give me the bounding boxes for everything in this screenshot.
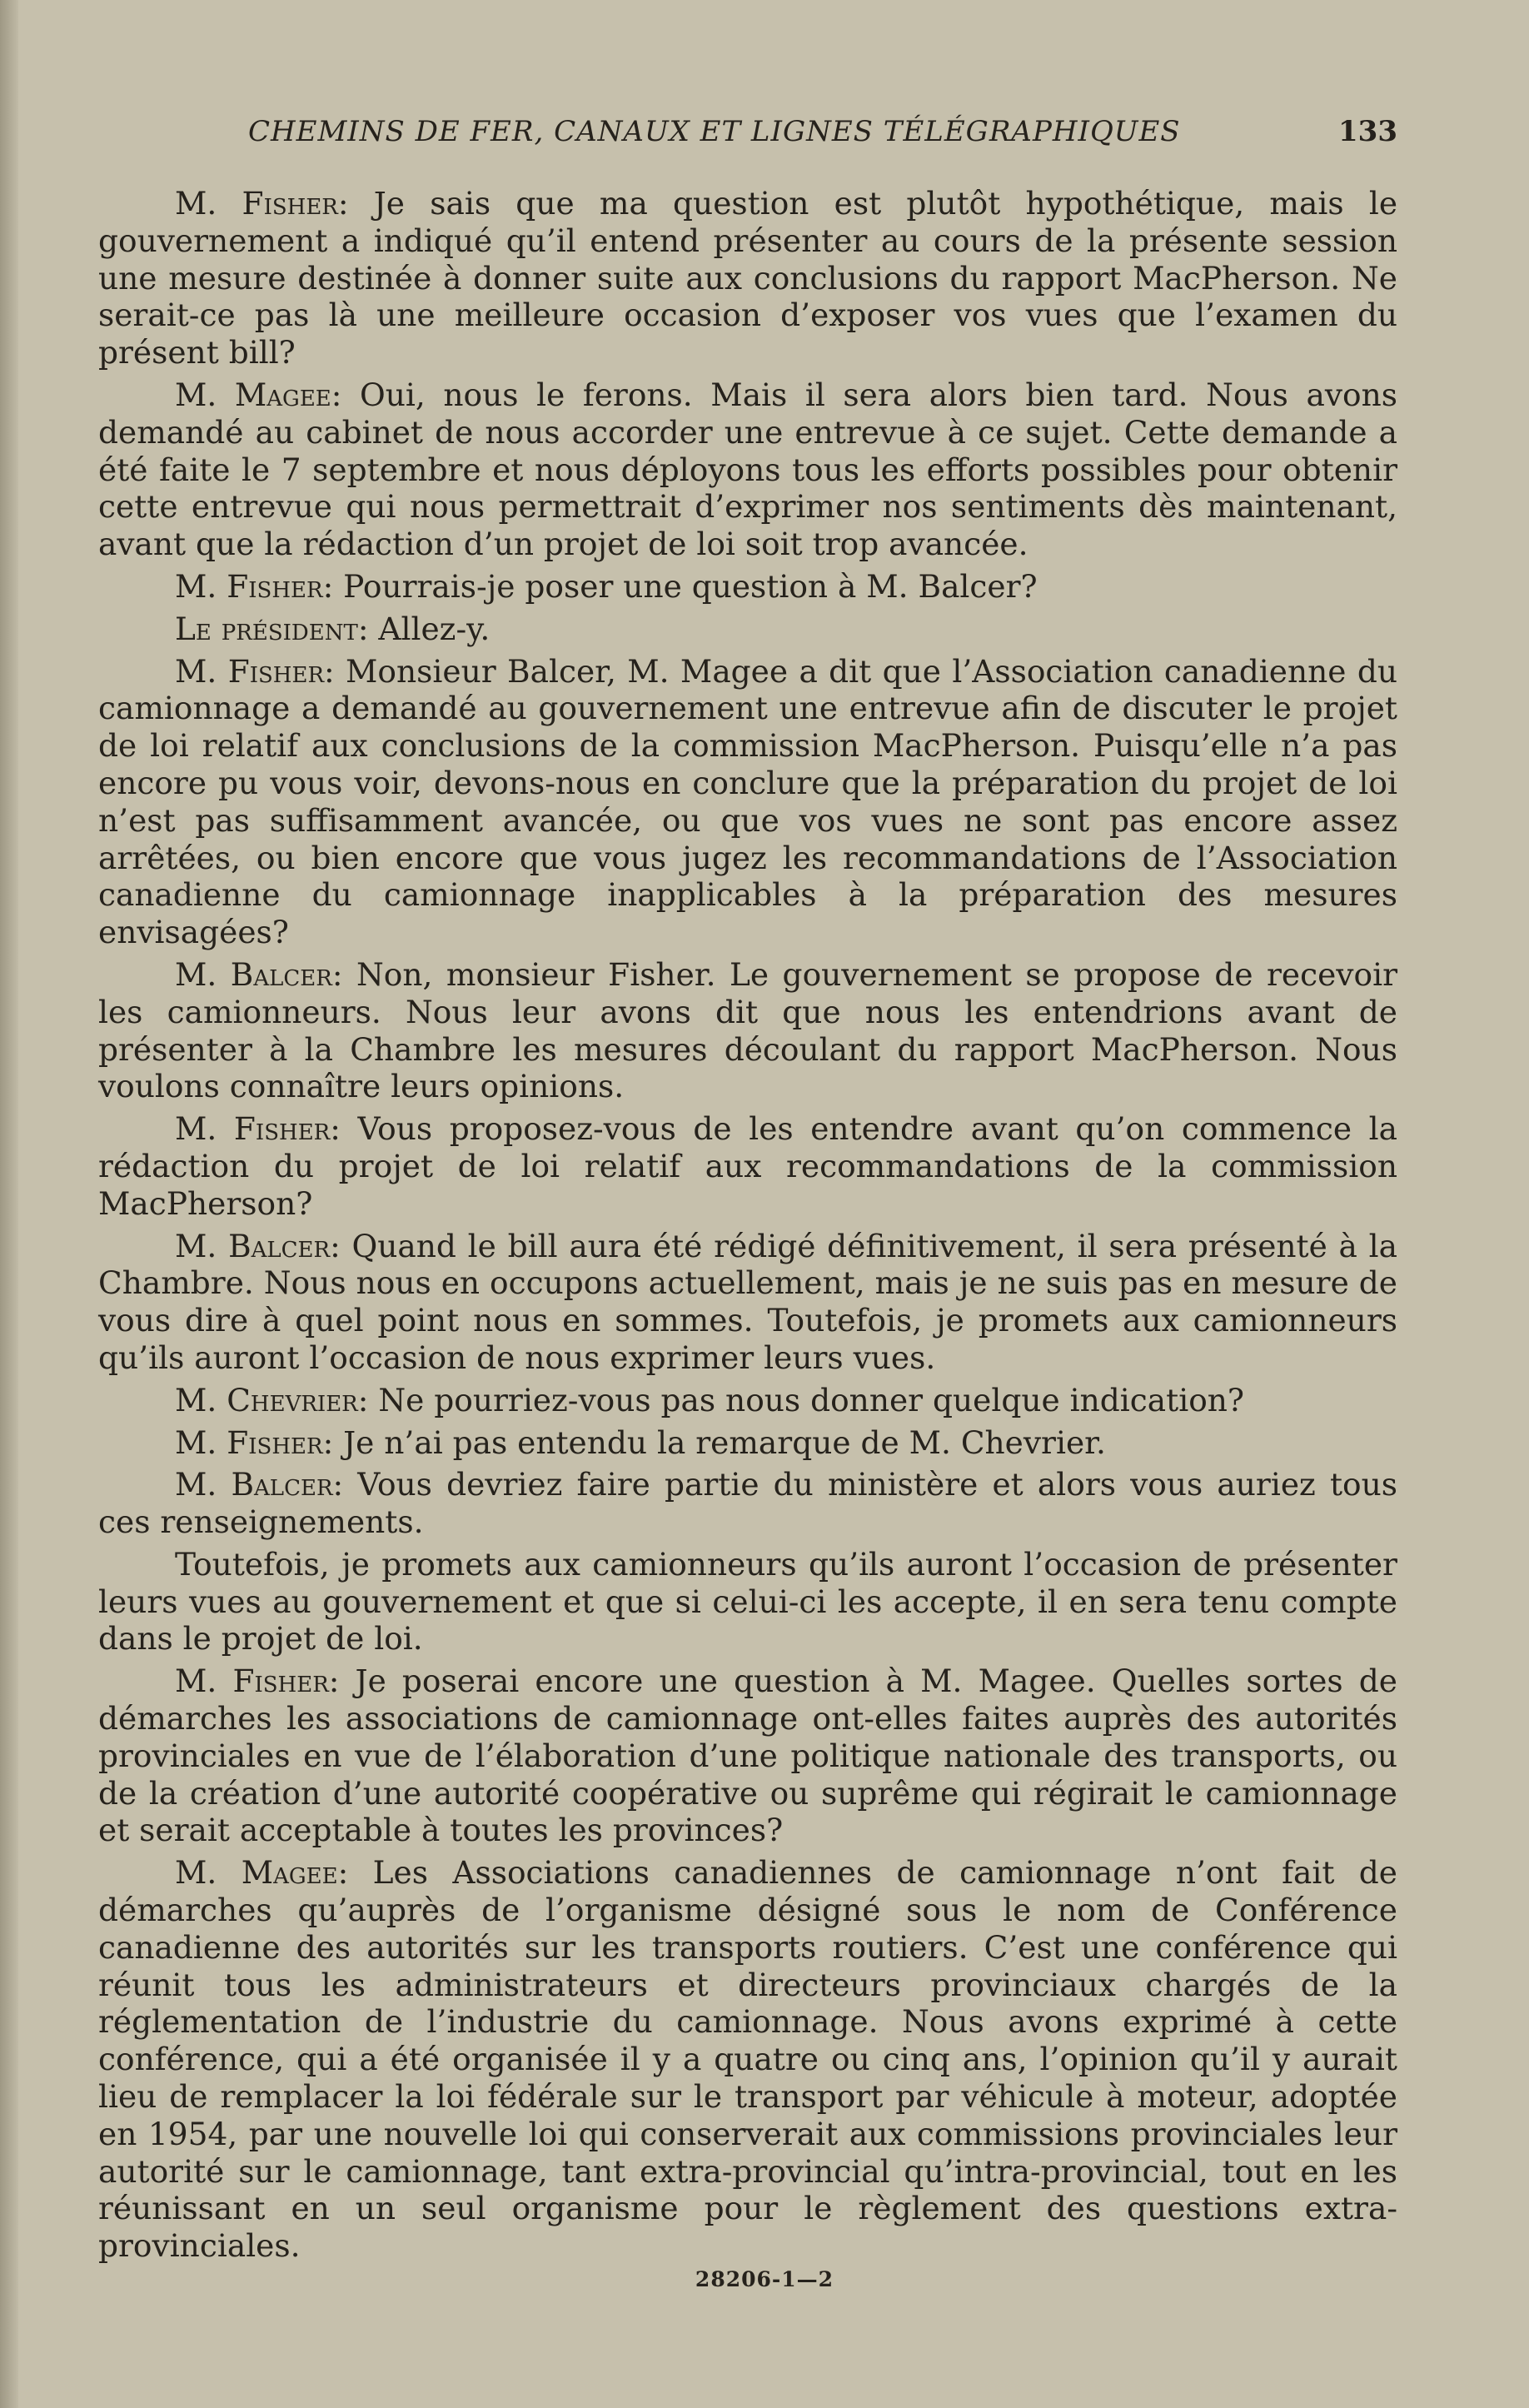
body-text [98, 185, 1397, 2270]
speaker-name: M. Chevrier: [175, 1381, 369, 1418]
paragraph-text: Oui, nous le ferons. Mais il sera alors bien tard. Nous avons demandé au cabinet de nous accorder une entrevue à ce sujet. Cette demande a été faite le 7 septembre et nous déployons tous les efforts possibles pour obtenir cette entrevue qui nous permettrait d’exprimer nos sentiments dès maintenant, avant que la rédaction d’un projet de loi soit trop avancée. [98, 376, 1397, 563]
speaker-name: M. Balcer: [175, 1466, 344, 1503]
page-number: 133 [1338, 115, 1397, 148]
paragraph-text: Je n’ai pas entendu la remarque de M. Chevrier. [333, 1423, 1106, 1461]
speaker-name: M. Balcer: [175, 1227, 341, 1264]
speaker-name: M. Fisher: [175, 185, 349, 222]
paragraph [98, 568, 1397, 606]
paragraph [98, 185, 1397, 371]
paragraph-text: Pourrais-je poser une question à M. Balcer? [333, 567, 1038, 605]
speaker-name: M. Fisher: [175, 1663, 340, 1700]
speaker-name: M. Fisher: [175, 1423, 334, 1461]
paragraph [98, 1424, 1397, 1462]
speaker-name: Le président: [175, 610, 369, 647]
speaker-name: M. Balcer: [175, 955, 343, 993]
speaker-name: M. Fisher: [175, 1110, 341, 1148]
speaker-name: M. Magee: [175, 376, 342, 413]
paragraph [98, 611, 1397, 648]
paragraph [98, 1382, 1397, 1419]
paragraph [98, 1110, 1397, 1222]
page-header [98, 115, 1397, 165]
page-binding-edge [0, 0, 18, 2408]
paragraph-text: Allez-y. [368, 610, 491, 647]
speaker-name: M. Magee: [175, 1854, 349, 1892]
paragraph-text: Je poserai encore une question à M. Magee. Quelles sortes de démarches les associations de camionnage ont-elles faites auprès des autorités provinciales en vue de l’élaboration d’une politique nationale des transports, ou de la création d’une autorité coopérative ou suprême qui régirait le camionnage et serait acceptable à toutes les provinces? [98, 1663, 1397, 1849]
speaker-name: M. Fisher: [175, 567, 334, 605]
paragraph-text: Monsieur Balcer, M. Magee a dit que l’Association canadienne du camionnage a demandé au gouvernement une entrevue afin de discuter le projet de loi relatif aux conclusions de la commission MacPherson. Puisqu’elle n’a pas encore pu vous voir, devons-nous en conclure que la préparation du projet de loi n’est pas suffisamment avancée, ou que vos vues ne sont pas encore assez arrêtées, ou bien encore que vous jugez les recommandations de l’Association canadienne du camionnage inapplicables à la préparation des mesures envisagées? [98, 652, 1397, 951]
paragraph-text: Vous proposez-vous de les entendre avant qu’on commence la rédaction du projet de loi relatif aux recommandations de la commission MacPherson? [98, 1110, 1398, 1222]
paragraph-text: Non, monsieur Fisher. Le gouvernement se propose de recevoir les camionneurs. Nous leur avons dit que nous les entendrions avant de présenter à la Chambre les mesures découlant du rapport MacPherson. Nous voulons connaître leurs opinions. [98, 955, 1397, 1105]
paragraph [98, 376, 1397, 563]
running-title: CHEMINS DE FER, CANAUX ET LIGNES TÉLÉGRAPHIQUES [248, 115, 1181, 148]
paragraph-text: Ne pourriez-vous pas nous donner quelque indication? [368, 1381, 1245, 1418]
paragraph-text: Les Associations canadiennes de camionnage n’ont fait de démarches qu’auprès de l’organisme désigné sous le nom de Conférence canadienne des autorités sur les transports routiers. C’est une conférence qui réunit tous les administrateurs et directeurs provinciaux chargés de la réglementation de l’industrie du camionnage. Nous avons exprimé à cette conférence, qui a été organisée il y a quatre ou cinq ans, l’opinion qu’il y aurait lieu de remplacer la loi fédérale sur le transport par véhicule à moteur, adoptée en 1954, par une nouvelle loi qui conserverait aux commissions provinciales leur autorité sur le camionnage, tant extra-provincial qu’intra-provincial, tout en les réunissant en un seul organisme pour le règlement des questions extra-provinciales. [98, 1854, 1397, 2265]
paragraph [98, 1466, 1397, 1541]
paragraph-text: Quand le bill aura été rédigé définitivement, il sera présenté à la Chambre. Nous nous en occupons actuellement, mais je ne suis pas en mesure de vous dire à quel point nous en sommes. Toutefois, je promets aux camionneurs qu’ils auront l’occasion de nous exprimer leurs vues. [98, 1227, 1398, 1376]
paragraph [98, 956, 1397, 1105]
paragraph [98, 1854, 1397, 2265]
paragraph-text: Toutefois, je promets aux camionneurs qu’ils auront l’occasion de présenter leurs vues au gouvernement et que si celui-ci les accepte, il en sera tenu compte dans le projet de loi. [98, 1545, 1397, 1658]
speaker-name: M. Fisher: [175, 652, 335, 690]
paragraph [98, 1546, 1397, 1658]
paragraph [98, 1663, 1397, 1849]
paragraph-text: Vous devriez faire partie du ministère et alors vous auriez tous ces renseignements. [98, 1466, 1398, 1541]
paragraph-text: Je sais que ma question est plutôt hypothétique, mais le gouvernement a indiqué qu’il entend présenter au cours de la présente session une mesure destinée à donner suite aux conclusions du rapport MacPherson. Ne serait-ce pas là une meilleure occasion d’exposer vos vues que l’examen du présent bill? [98, 185, 1398, 371]
paragraph [98, 1228, 1397, 1377]
paragraph [98, 653, 1397, 951]
printer-code: 28206-1—2 [695, 2267, 834, 2291]
